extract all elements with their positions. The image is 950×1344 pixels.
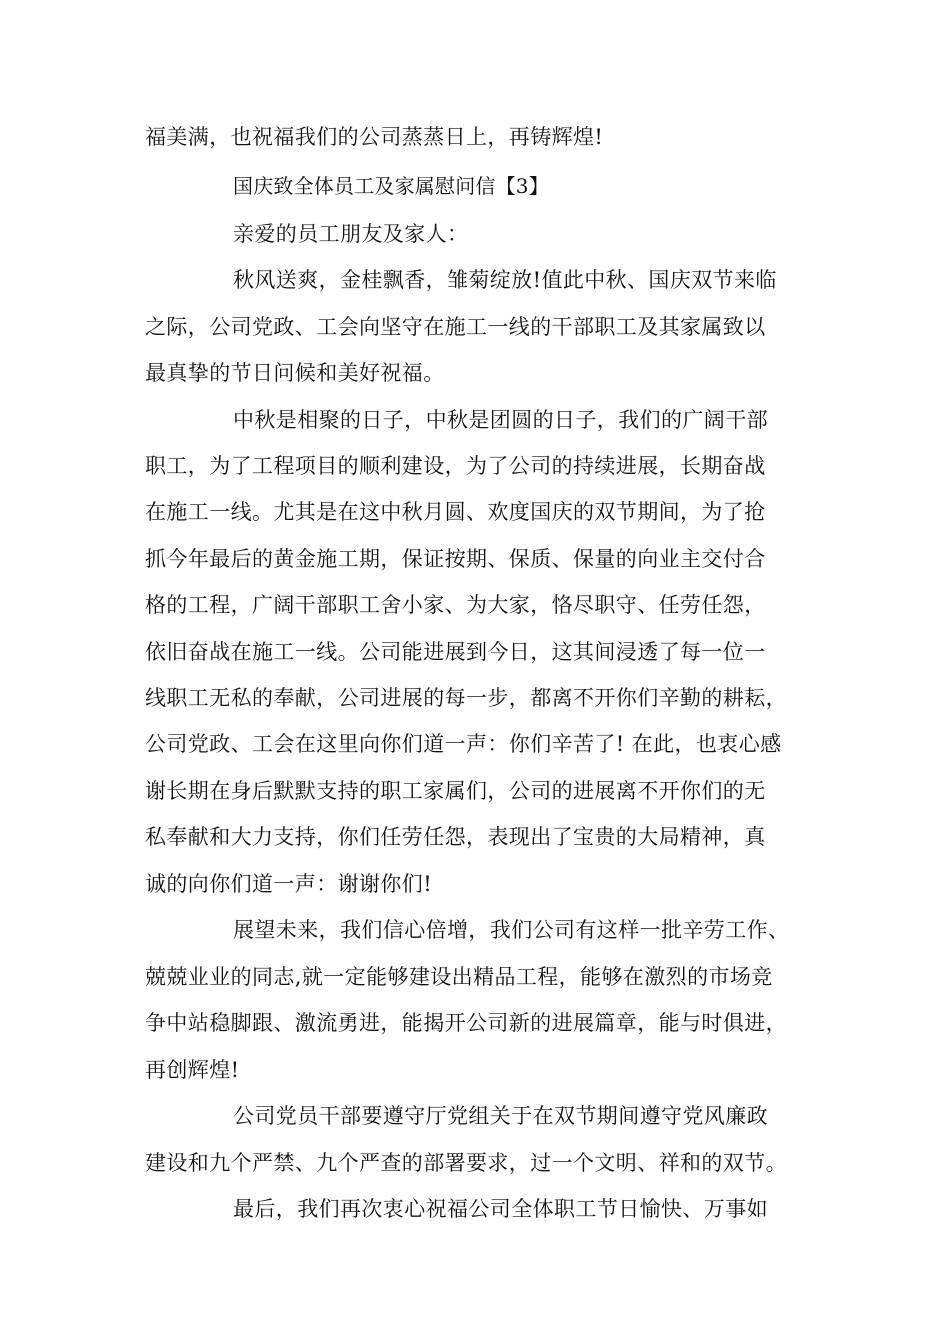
text-line: 职工，为了工程项目的顺利建设，为了公司的持续进展，长期奋战	[145, 454, 766, 478]
salutation: 亲爱的员工朋友及家人：	[233, 222, 469, 246]
text-line: 诚的向你们道一声：谢谢你们!	[145, 872, 433, 896]
text-line: 建设和九个严禁、九个严查的部署要求，过一个文明、祥和的双节。	[145, 1151, 787, 1175]
text-line: 公司党员干部要遵守厅党组关于在双节期间遵守党风廉政	[233, 1104, 768, 1128]
text-line: 展望未来，我们信心倍增，我们公司有这样一批辛劳工作、	[233, 918, 790, 942]
text-line: 依旧奋战在施工一线。公司能进展到今日，这其间浸透了每一位一	[145, 640, 766, 664]
text-line: 争中站稳脚跟、激流勇进，能揭开公司新的进展篇章，能与时俱进，	[145, 1011, 787, 1035]
letter-title: 国庆致全体员工及家属慰问信【3】	[233, 174, 549, 198]
text-line: 谢长期在身后默默支持的职工家属们，公司的进展离不开你们的无	[145, 779, 766, 803]
text-line: 最真挚的节日问候和美好祝福。	[145, 361, 445, 385]
text-line: 再创辉煌!	[145, 1058, 240, 1082]
text-line: 线职工无私的奉献，公司进展的每一步，都离不开你们辛勤的耕耘，	[145, 686, 787, 710]
text-line: 在施工一线。尤其是在这中秋月圆、欢度国庆的双节期间，为了抢	[145, 500, 766, 524]
text-line: 兢兢业业的同志,就一定能够建设出精品工程，能够在激烈的市场竞	[145, 965, 773, 989]
text-line: 之际，公司党政、工会向坚守在施工一线的干部职工及其家属致以	[145, 315, 766, 339]
text-line: 格的工程，广阔干部职工舍小家、为大家，恪尽职守、任劳任怨，	[145, 593, 766, 617]
text-line: 秋风送爽，金桂飘香，雏菊绽放!值此中秋、国庆双节来临	[233, 268, 777, 292]
text-line: 福美满，也祝福我们的公司蒸蒸日上，再铸辉煌!	[145, 125, 604, 149]
text-line: 公司党政、工会在这里向你们道一声：你们辛苦了! 在此，也衷心感	[145, 732, 782, 756]
text-line: 最后，我们再次衷心祝福公司全体职工节日愉快、万事如	[233, 1197, 768, 1221]
text-line: 中秋是相聚的日子，中秋是团圆的日子，我们的广阔干部	[233, 408, 768, 432]
text-line: 抓今年最后的黄金施工期，保证按期、保质、保量的向业主交付合	[145, 547, 766, 571]
text-line: 私奉献和大力支持，你们任劳任怨，表现出了宝贵的大局精神，真	[145, 825, 766, 849]
